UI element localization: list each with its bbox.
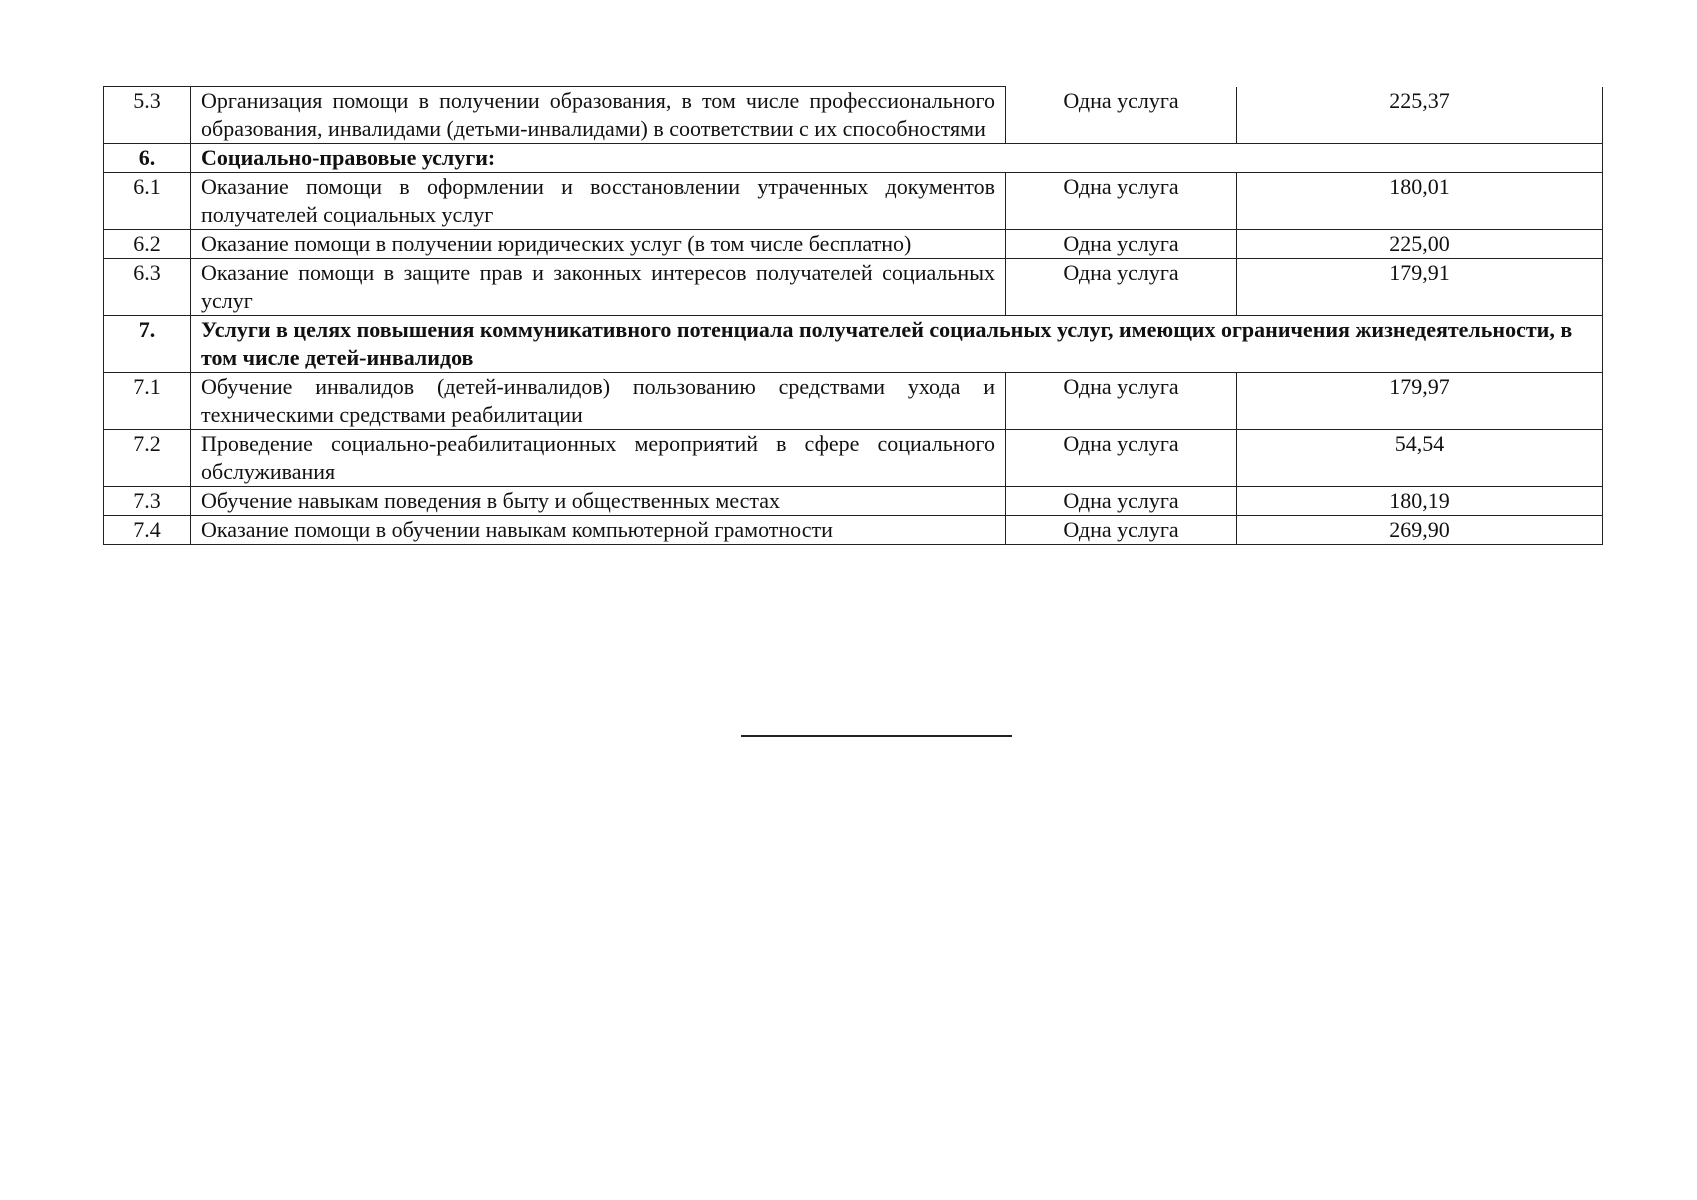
section-title: Услуги в целях повышения коммуникативного потенциала получателей социальных услуг, имеющих ограничения жизнедеятельности, в том числе детей-инвалидов xyxy=(191,316,1603,373)
table-row-7-2 xyxy=(104,430,1603,487)
service-price: 180,19 xyxy=(1237,487,1603,516)
service-price: 180,01 xyxy=(1237,173,1603,230)
service-name: Оказание помощи в получении юридических услуг (в том числе бесплатно) xyxy=(191,230,1006,259)
service-name: Оказание помощи в обучении навыкам компьютерной грамотности xyxy=(191,516,1006,545)
row-number: 7.1 xyxy=(104,373,191,430)
row-number: 7.2 xyxy=(104,430,191,487)
service-unit: Одна услуга xyxy=(1006,87,1237,144)
row-number: 6.3 xyxy=(104,259,191,316)
service-unit: Одна услуга xyxy=(1006,516,1237,545)
table-row-7-3 xyxy=(104,487,1603,516)
row-number: 7.3 xyxy=(104,487,191,516)
service-unit: Одна услуга xyxy=(1006,173,1237,230)
row-number: 6.1 xyxy=(104,173,191,230)
service-price: 225,00 xyxy=(1237,230,1603,259)
table-row-6-1 xyxy=(104,173,1603,230)
service-price: 54,54 xyxy=(1237,430,1603,487)
service-name: Организация помощи в получении образования, в том числе профессионального образования, инвалидами (детьми-инвалидами) в соответствии с их способностями xyxy=(191,87,1006,144)
service-unit: Одна услуга xyxy=(1006,259,1237,316)
row-number: 5.3 xyxy=(104,87,191,144)
section-row-7 xyxy=(104,316,1603,373)
service-unit: Одна услуга xyxy=(1006,430,1237,487)
service-name: Обучение навыкам поведения в быту и общественных местах xyxy=(191,487,1006,516)
document-end-line xyxy=(741,735,1012,737)
service-price: 179,91 xyxy=(1237,259,1603,316)
row-number: 6.2 xyxy=(104,230,191,259)
row-number: 7.4 xyxy=(104,516,191,545)
service-unit: Одна услуга xyxy=(1006,230,1237,259)
service-unit: Одна услуга xyxy=(1006,373,1237,430)
section-row-6 xyxy=(104,144,1603,173)
table-row-7-4 xyxy=(104,516,1603,545)
table-row-5-3 xyxy=(104,87,1603,144)
service-name: Обучение инвалидов (детей-инвалидов) пользованию средствами ухода и техническими средствами реабилитации xyxy=(191,373,1006,430)
service-name: Оказание помощи в защите прав и законных интересов получателей социальных услуг xyxy=(191,259,1006,316)
section-number: 7. xyxy=(104,316,191,373)
service-price: 225,37 xyxy=(1237,87,1603,144)
service-name: Проведение социально-реабилитационных мероприятий в сфере социального обслуживания xyxy=(191,430,1006,487)
service-name: Оказание помощи в оформлении и восстановлении утраченных документов получателей социальных услуг xyxy=(191,173,1006,230)
table-row-6-2 xyxy=(104,230,1603,259)
table-row-6-3 xyxy=(104,259,1603,316)
section-number: 6. xyxy=(104,144,191,173)
services-price-table xyxy=(103,86,1603,545)
service-unit: Одна услуга xyxy=(1006,487,1237,516)
service-price: 269,90 xyxy=(1237,516,1603,545)
section-title: Социально-правовые услуги: xyxy=(191,144,1603,173)
service-price: 179,97 xyxy=(1237,373,1603,430)
table-row-7-1 xyxy=(104,373,1603,430)
